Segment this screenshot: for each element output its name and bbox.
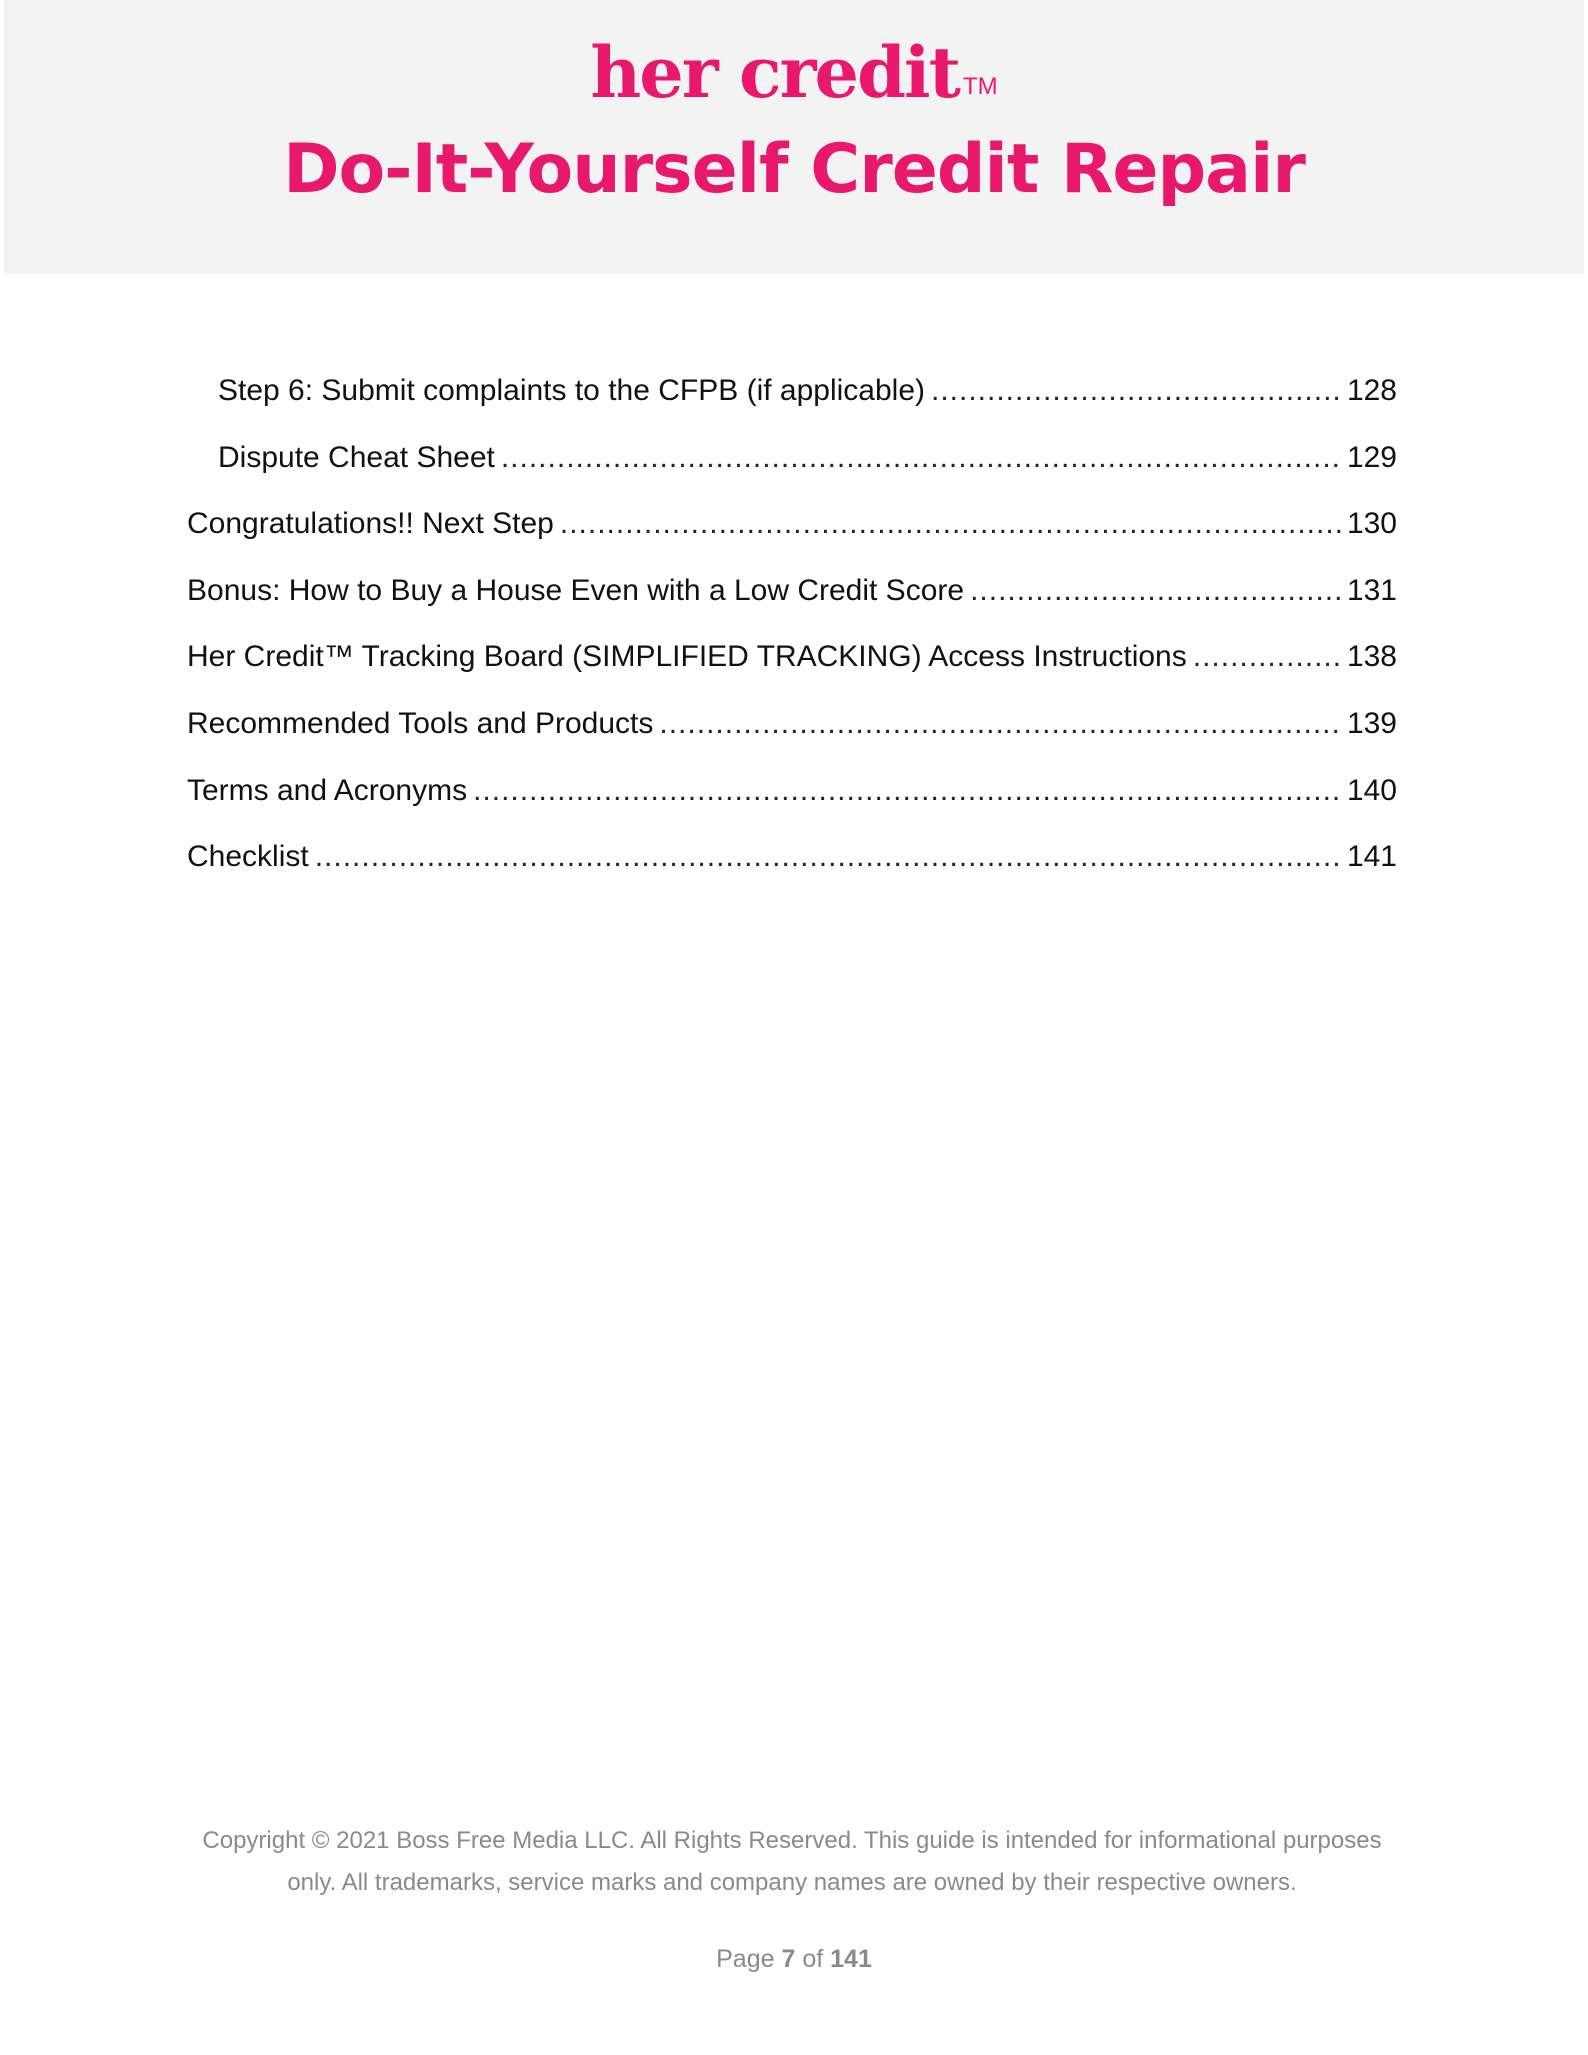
toc-entry-title: Congratulations!! Next Step xyxy=(187,507,554,541)
toc-entry[interactable] xyxy=(187,632,1397,699)
toc-leader-dots xyxy=(931,366,1341,416)
toc-entry-page: 139 xyxy=(1346,706,1397,740)
toc-entry-title: Recommended Tools and Products xyxy=(187,706,654,740)
toc-entry[interactable] xyxy=(187,766,1397,833)
toc-entry-page: 140 xyxy=(1346,773,1397,807)
document-title: Do-It-Yourself Credit Repair xyxy=(283,130,1305,209)
copyright-line-2: only. All trademarks, service marks and company names are owned by their respective owners. xyxy=(287,1869,1297,1896)
toc-leader-dots xyxy=(315,832,1341,882)
brand-logo xyxy=(4,28,1584,118)
copyright-line-1: Copyright © 2021 Boss Free Media LLC. All Rights Reserved. This guide is intended for informational purposes xyxy=(202,1827,1382,1854)
page-current: 7 xyxy=(781,1945,796,1973)
toc-entry-page: 130 xyxy=(1346,507,1397,541)
toc-entry-page: 131 xyxy=(1346,573,1397,607)
page-number xyxy=(0,1945,1588,1974)
trademark-mark: TM xyxy=(962,73,998,100)
table-of-contents xyxy=(187,366,1397,899)
toc-leader-dots xyxy=(473,766,1341,816)
toc-entry-title: Dispute Cheat Sheet xyxy=(218,440,495,474)
toc-entry[interactable] xyxy=(187,499,1397,566)
toc-entry-title: Her Credit™ Tracking Board (SIMPLIFIED TRACKING) Access Instructions xyxy=(187,640,1187,674)
toc-entry-title: Bonus: How to Buy a House Even with a Low Credit Score xyxy=(187,573,965,607)
toc-entry[interactable] xyxy=(187,832,1397,899)
brand-name: her credit xyxy=(590,31,959,114)
toc-entry-title: Step 6: Submit complaints to the CFPB (if applicable) xyxy=(218,374,925,407)
toc-entry-title: Checklist xyxy=(187,840,309,874)
toc-entry-page: 128 xyxy=(1346,374,1397,407)
toc-leader-dots xyxy=(1193,632,1341,682)
toc-entry[interactable] xyxy=(187,699,1397,766)
copyright-notice xyxy=(187,1820,1397,1904)
toc-leader-dots xyxy=(970,566,1341,616)
page-of-label: of xyxy=(802,1945,824,1973)
toc-leader-dots xyxy=(659,699,1341,749)
page-total: 141 xyxy=(830,1945,872,1973)
page-label: Page xyxy=(716,1945,775,1973)
page-header xyxy=(4,0,1584,274)
toc-entry[interactable] xyxy=(187,566,1397,633)
toc-entry-page: 129 xyxy=(1346,440,1397,474)
toc-entry[interactable] xyxy=(187,366,1397,433)
toc-leader-dots xyxy=(501,433,1341,483)
toc-entry-page: 141 xyxy=(1346,840,1397,874)
toc-entry-title: Terms and Acronyms xyxy=(187,773,468,807)
toc-leader-dots xyxy=(560,499,1341,549)
toc-entry-page: 138 xyxy=(1346,640,1397,674)
toc-entry[interactable] xyxy=(187,433,1397,500)
